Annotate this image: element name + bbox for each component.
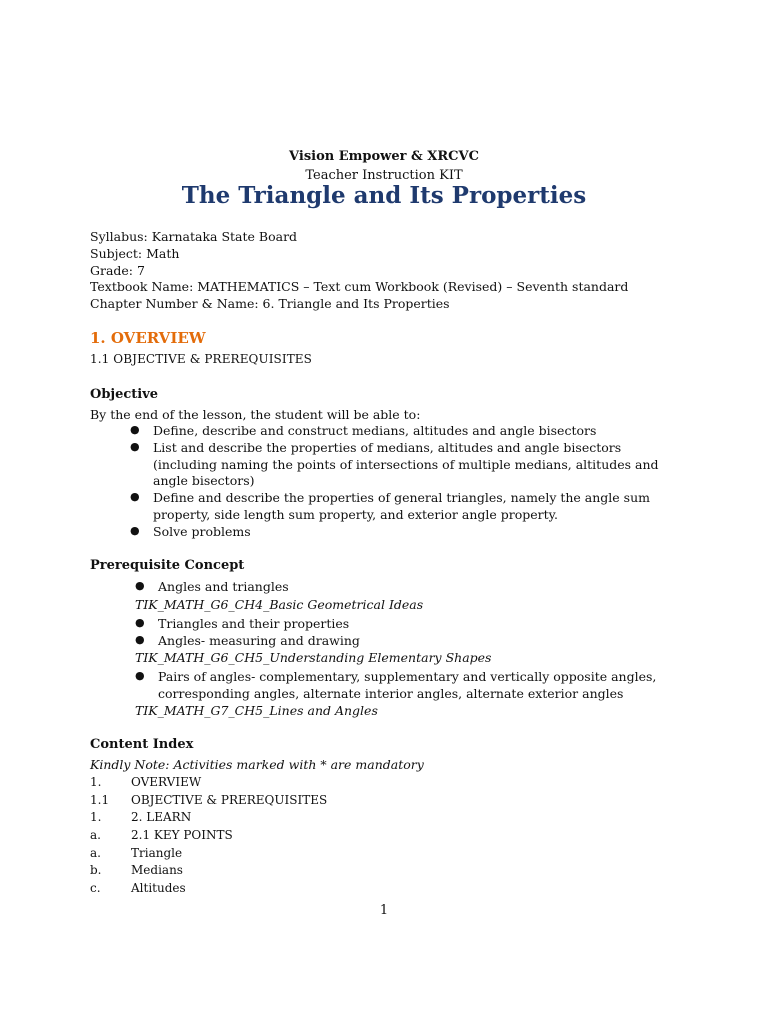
mandatory-note: Kindly Note: Activities marked with * are mandatory <box>90 757 424 772</box>
index-number: 1. <box>90 775 102 789</box>
page-number: 1 <box>379 903 389 918</box>
objective-bullet-continuation: angle bisectors) <box>153 473 255 488</box>
index-row[interactable] <box>0 810 768 826</box>
bullet-text: Triangles and their properties <box>158 616 350 631</box>
index-number: 1.1 <box>90 793 110 807</box>
reference-link[interactable]: TIK_MATH_G7_CH5_Lines and Angles <box>135 703 378 718</box>
document-title: The Triangle and Its Properties <box>181 182 587 209</box>
objective-bullet <box>130 524 251 539</box>
index-number: c. <box>90 881 101 895</box>
objective-prerequisites-subheading: 1.1 OBJECTIVE & PREREQUISITES <box>90 352 312 366</box>
index-row[interactable] <box>0 863 768 879</box>
objective-bullet <box>130 490 650 505</box>
index-row[interactable] <box>0 828 768 844</box>
objective-bullet <box>130 440 622 455</box>
bullet-text: Angles and triangles <box>158 579 289 594</box>
index-text: Triangle <box>131 846 183 860</box>
index-row[interactable] <box>0 846 768 862</box>
content-index-heading: Content Index <box>90 737 194 752</box>
bullet-text: Solve problems <box>153 524 251 539</box>
bullet-icon: ● <box>130 490 140 503</box>
grade-line: Grade: 7 <box>90 263 145 278</box>
index-number: 1. <box>90 810 102 824</box>
objective-bullet <box>130 423 597 438</box>
index-text: OVERVIEW <box>131 775 202 789</box>
bullet-text: Define and describe the properties of general triangles, namely the angle sum <box>153 490 650 505</box>
index-row[interactable] <box>0 775 768 791</box>
index-text: 2.1 KEY POINTS <box>131 828 233 842</box>
bullet-text: List and describe the properties of medians, altitudes and angle bisectors <box>153 440 622 455</box>
subject-line: Subject: Math <box>90 246 180 261</box>
index-text: 2. LEARN <box>131 810 192 824</box>
prerequisite-heading: Prerequisite Concept <box>90 558 245 573</box>
reference-link[interactable]: TIK_MATH_G6_CH5_Understanding Elementary Shapes <box>135 650 492 665</box>
organization-name: Vision Empower & XRCVC <box>289 149 479 164</box>
prerequisite-bullet <box>135 579 289 594</box>
bullet-text: Angles- measuring and drawing <box>158 633 360 648</box>
prerequisite-bullet <box>135 633 360 648</box>
index-row[interactable] <box>0 793 768 809</box>
objective-intro: By the end of the lesson, the student will be able to: <box>90 407 421 422</box>
bullet-icon: ● <box>130 524 140 537</box>
index-row[interactable] <box>0 881 768 897</box>
bullet-text: Pairs of angles- complementary, supplementary and vertically opposite angles, <box>158 669 657 684</box>
index-number: a. <box>90 846 101 860</box>
bullet-icon: ● <box>135 616 145 629</box>
index-number: a. <box>90 828 101 842</box>
prerequisite-bullet <box>135 669 657 684</box>
chapter-line: Chapter Number & Name: 6. Triangle and Its Properties <box>90 296 450 311</box>
objective-heading: Objective <box>90 387 159 402</box>
kit-name: Teacher Instruction KIT <box>305 168 463 183</box>
bullet-text: Define, describe and construct medians, altitudes and angle bisectors <box>153 423 597 438</box>
objective-bullet-continuation: (including naming the points of intersections of multiple medians, altitudes and <box>153 457 659 472</box>
bullet-icon: ● <box>130 423 140 436</box>
index-text: Medians <box>131 863 183 877</box>
bullet-icon: ● <box>130 440 140 453</box>
bullet-icon: ● <box>135 633 145 646</box>
bullet-icon: ● <box>135 669 145 682</box>
index-number: b. <box>90 863 102 877</box>
index-text: Altitudes <box>131 881 186 895</box>
objective-bullet-continuation: property, side length sum property, and exterior angle property. <box>153 507 559 522</box>
syllabus-line: Syllabus: Karnataka State Board <box>90 229 298 244</box>
prerequisite-bullet <box>135 616 350 631</box>
bullet-icon: ● <box>135 579 145 592</box>
textbook-line: Textbook Name: MATHEMATICS – Text cum Workbook (Revised) – Seventh standard <box>90 279 629 294</box>
overview-heading: 1. OVERVIEW <box>90 329 206 347</box>
prerequisite-bullet-continuation: corresponding angles, alternate interior angles, alternate exterior angles <box>158 686 624 701</box>
index-text: OBJECTIVE & PREREQUISITES <box>131 793 328 807</box>
reference-link[interactable]: TIK_MATH_G6_CH4_Basic Geometrical Ideas <box>135 597 424 612</box>
